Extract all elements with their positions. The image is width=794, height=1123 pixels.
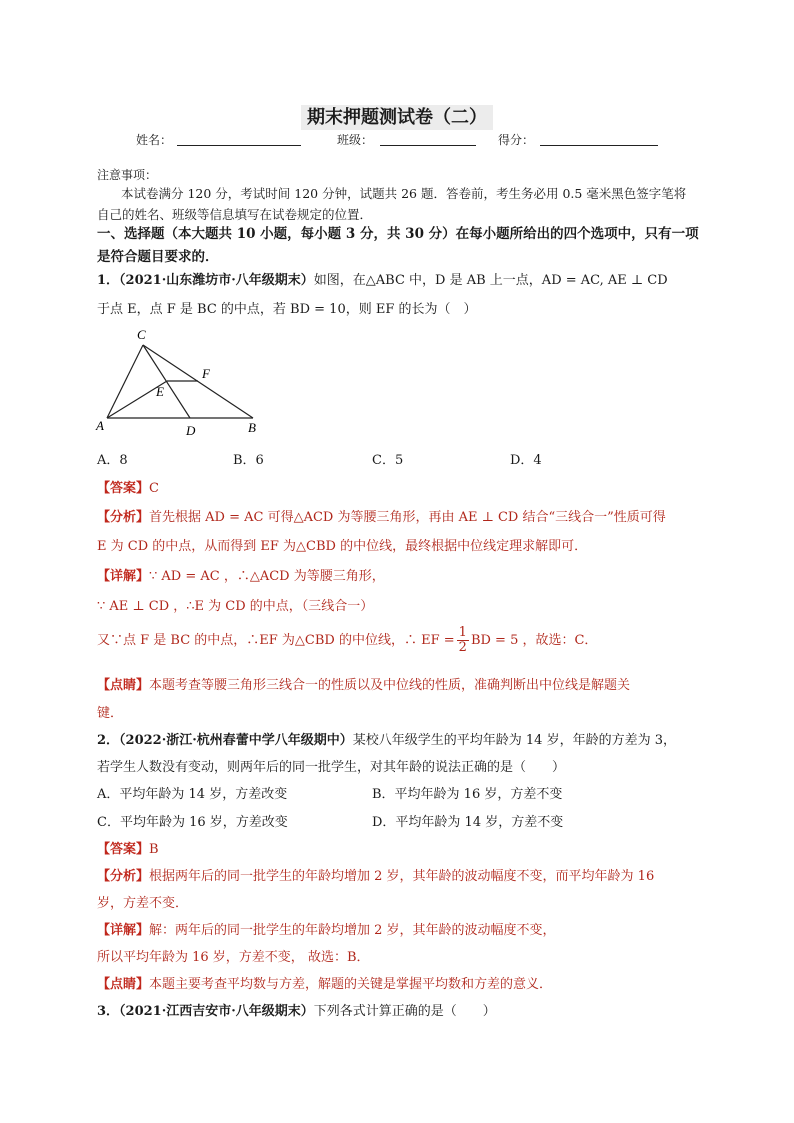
q2-point-text1: 本题主要考查平均数与方差，解题的关键是掌握平均数和方差的意义． [149, 977, 553, 992]
label-f: F [202, 366, 210, 381]
page-title: 期末押题测试卷（二） [0, 103, 794, 129]
q1-text-1: 如图，在△ABC 中，D 是 AB 上一点，AD = AC, AE ⊥ CD [313, 273, 668, 288]
q1-stem-line2: 于点 E，点 F 是 BC 的中点，若 BD = 10，则 EF 的长为（ ） [97, 302, 477, 317]
label-d: D [186, 423, 196, 438]
q2-option-c[interactable]: C．平均年龄为 16 岁，方差改变 [97, 815, 288, 830]
q1-answer-tag: 【答案】 [97, 481, 150, 496]
q2-stem-line2: 若学生人数没有变动，则两年后的同一批学生，对其年龄的说法正确的是（ ） [97, 760, 566, 775]
q2-option-b[interactable]: B．平均年龄为 16 岁，方差不变 [372, 787, 563, 802]
label-a: A [96, 418, 104, 433]
triangle-figure [93, 320, 273, 440]
score-label: 得分： [498, 133, 535, 147]
q3-number: 3． [97, 1004, 120, 1019]
notes-heading: 注意事项： [97, 168, 158, 182]
q3-text-1: 下列各式计算正确的是（ ） [313, 1004, 496, 1019]
notes-text: 本试卷满分 120 分，考试时间 120 分钟，试题共 26 题．答卷前，考生务必用 0.5 毫米黑色签字笔将自己的姓名、班级等信息填写在试卷规定的位置． [97, 186, 687, 222]
q2-analysis-line1 [97, 865, 654, 884]
q2-analysis-tag: 【分析】 [97, 869, 150, 884]
q1-detail-line2: ∵ AE ⊥ CD ，∴E 为 CD 的中点，（三线合一） [97, 599, 374, 614]
q3-source: （2021·江西吉安市·八年级期末） [119, 1004, 314, 1019]
section-heading: 一、选择题（本大题共 10 小题，每小题 3 分，共 30 分）在每小题所给出的四个选项中，只有一项是符合题目要求的． [97, 226, 699, 265]
q2-number: 2． [97, 733, 120, 748]
q2-source: （2022·浙江·杭州春蕾中学八年级期中） [119, 733, 353, 748]
q2-detail-line2: 所以平均年龄为 16 岁，方差不变， 故选：B． [97, 950, 370, 965]
q1-detail-line3 [97, 626, 597, 655]
name-field[interactable] [177, 145, 301, 146]
q1-detail-tag: 【详解】 [97, 569, 150, 584]
q3-stem-line1 [97, 1000, 496, 1019]
label-b: B [248, 420, 256, 435]
q2-point-tag: 【点睛】 [97, 977, 150, 992]
fraction-one-half [457, 626, 469, 655]
label-c: C [137, 327, 146, 342]
q1-analysis-text1: 首先根据 AD = AC 可得△ACD 为等腰三角形，再由 AE ⊥ CD 结合“三线合一”性质可得 [149, 510, 666, 525]
q1-answer [97, 477, 159, 496]
label-e: E [156, 384, 164, 399]
q1-point-line1 [97, 674, 630, 693]
q1-analysis-tag: 【分析】 [97, 510, 150, 525]
q2-answer [97, 838, 159, 857]
fraction-numerator: 1 [458, 625, 467, 640]
q1-stem-line1 [97, 269, 668, 288]
q1-answer-value: C [149, 481, 159, 496]
q1-option-d[interactable]: D．4 [510, 453, 542, 468]
name-label: 姓名： [136, 133, 173, 147]
q1-option-a[interactable]: A．8 [97, 453, 128, 468]
q1-detail-text1: ∵ AD = AC ，∴△ACD 为等腰三角形， [149, 569, 385, 584]
q2-option-a[interactable]: A．平均年龄为 14 岁，方差改变 [97, 787, 288, 802]
q1-point-line2: 键． [97, 706, 124, 721]
q1-option-b[interactable]: B．6 [233, 453, 264, 468]
class-field[interactable] [380, 145, 476, 146]
class-label: 班级： [337, 133, 374, 147]
q2-analysis-text1: 根据两年后的同一批学生的年龄均增加 2 岁，其年龄的波动幅度不变，而平均年龄为 16 [149, 869, 655, 884]
q1-detail-line1 [97, 565, 385, 584]
q1-detail-text3b: BD = 5 ，故选：C． [470, 633, 598, 648]
q2-point-line1 [97, 973, 552, 992]
q2-detail-line1 [97, 919, 556, 938]
fraction-denominator: 2 [458, 640, 467, 655]
q2-detail-text1: 解：两年后的同一批学生的年龄均增加 2 岁，其年龄的波动幅度不变， [149, 923, 556, 938]
q2-detail-tag: 【详解】 [97, 923, 150, 938]
q2-answer-tag: 【答案】 [97, 842, 150, 857]
q2-option-d[interactable]: D．平均年龄为 14 岁，方差不变 [372, 815, 564, 830]
q1-detail-text3a: 又∵点 F 是 BC 的中点，∴EF 为△CBD 的中位线，∴ EF = [97, 633, 455, 648]
q1-analysis-line2: E 为 CD 的中点，从而得到 EF 为△CBD 的中位线，最终根据中位线定理求解即可． [97, 539, 588, 554]
q1-option-c[interactable]: C．5 [372, 453, 404, 468]
score-field[interactable] [540, 145, 658, 146]
q1-number: 1． [97, 273, 120, 288]
q2-text-1: 某校八年级学生的平均年龄为 14 岁，年龄的方差为 3， [352, 733, 676, 748]
q1-point-tag: 【点睛】 [97, 678, 150, 693]
q2-answer-value: B [149, 842, 159, 857]
q1-source: （2021·山东潍坊市·八年级期末） [119, 273, 314, 288]
q1-point-text1: 本题考查等腰三角形三线合一的性质以及中位线的性质，准确判断出中位线是解题关 [149, 678, 631, 693]
q2-analysis-line2: 岁，方差不变． [97, 896, 189, 911]
q1-analysis-line1 [97, 506, 666, 525]
q2-stem-line1 [97, 729, 676, 748]
